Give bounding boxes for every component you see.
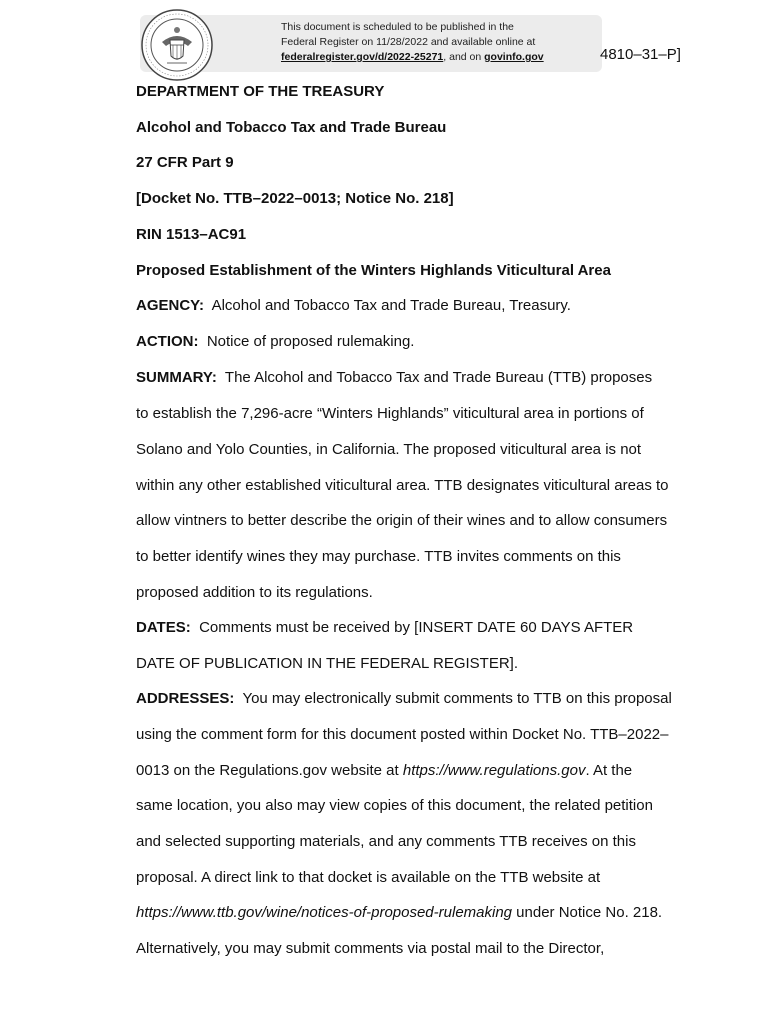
treasury-seal-icon — [140, 8, 214, 82]
addresses-text-1: You may electronically submit comments to TTB on this proposal — [242, 690, 672, 707]
bureau-heading: Alcohol and Tobacco Tax and Trade Bureau — [136, 119, 447, 136]
publication-notice — [281, 20, 544, 65]
rin-number: RIN 1513–AC91 — [136, 226, 247, 243]
govinfo-link[interactable]: govinfo.gov — [484, 51, 544, 63]
summary-line-1 — [136, 369, 652, 387]
addresses-line-6: proposal. A direct link to that docket is available on the TTB website at — [136, 869, 601, 886]
regulations-gov-link[interactable]: https://www.regulations.gov — [402, 762, 586, 779]
agency-text: Alcohol and Tobacco Tax and Trade Bureau, Treasury. — [211, 297, 571, 314]
summary-line-7: proposed addition to its regulations. — [136, 584, 373, 601]
addresses-line-2: using the comment form for this document posted within Docket No. TTB–2022– — [136, 726, 669, 743]
addresses-line-7 — [136, 904, 662, 922]
summary-line-5: allow vintners to better describe the origin of their wines and to allow consumers — [136, 512, 668, 529]
addresses-text-3a: 0013 on the Regulations.gov website at — [136, 762, 403, 779]
summary-line-2: to establish the 7,296-acre “Winters Highlands” viticultural area in portions of — [136, 405, 644, 422]
action-line — [136, 333, 414, 351]
addresses-line-1 — [136, 690, 672, 708]
ttb-website-link[interactable]: https://www.ttb.gov/wine/notices-of-proposed-rulemaking — [136, 904, 513, 921]
banner-line-2: Federal Register on 11/28/2022 and available online at — [281, 36, 536, 48]
addresses-text-3b: . At the — [585, 762, 633, 779]
department-heading: DEPARTMENT OF THE TREASURY — [136, 83, 385, 100]
document-title: Proposed Establishment of the Winters Highlands Viticultural Area — [136, 262, 611, 279]
banner-line-1: This document is scheduled to be published in the — [281, 21, 514, 33]
dates-line-2: DATE OF PUBLICATION IN THE FEDERAL REGISTER]. — [136, 655, 519, 672]
docket-number: [Docket No. TTB–2022–0013; Notice No. 218] — [136, 190, 454, 207]
cfr-part: 27 CFR Part 9 — [136, 154, 234, 171]
summary-text-1: The Alcohol and Tobacco Tax and Trade Bureau (TTB) proposes — [224, 369, 653, 386]
summary-line-3: Solano and Yolo Counties, in California. The proposed viticultural area is not — [136, 441, 642, 458]
addresses-line-8: Alternatively, you may submit comments via postal mail to the Director, — [136, 940, 605, 957]
action-text: Notice of proposed rulemaking. — [206, 333, 415, 350]
action-label: ACTION: — [136, 333, 199, 350]
federal-register-link[interactable]: federalregister.gov/d/2022-25271 — [281, 51, 444, 63]
addresses-line-3 — [136, 762, 632, 780]
dates-line-1 — [136, 619, 633, 637]
addresses-line-5: and selected supporting materials, and any comments TTB receives on this — [136, 833, 636, 850]
summary-label: SUMMARY: — [136, 369, 217, 386]
agency-line — [136, 297, 571, 315]
addresses-text-7b: under Notice No. 218. — [512, 904, 663, 921]
summary-line-4: within any other established viticultural area. TTB designates viticultural areas to — [136, 477, 669, 494]
summary-line-6: to better identify wines they may purchase. TTB invites comments on this — [136, 548, 621, 565]
banner-line-3 — [281, 50, 544, 65]
banner-connector: , and on — [443, 51, 485, 63]
dates-text-1: Comments must be received by [INSERT DATE 60 DAYS AFTER — [199, 619, 634, 636]
dates-label: DATES: — [136, 619, 191, 636]
billing-code: 4810–31–P] — [600, 46, 681, 63]
agency-label: AGENCY: — [136, 297, 205, 314]
addresses-line-4: same location, you also may view copies of this document, the related petition — [136, 797, 653, 814]
addresses-label: ADDRESSES: — [136, 690, 235, 707]
